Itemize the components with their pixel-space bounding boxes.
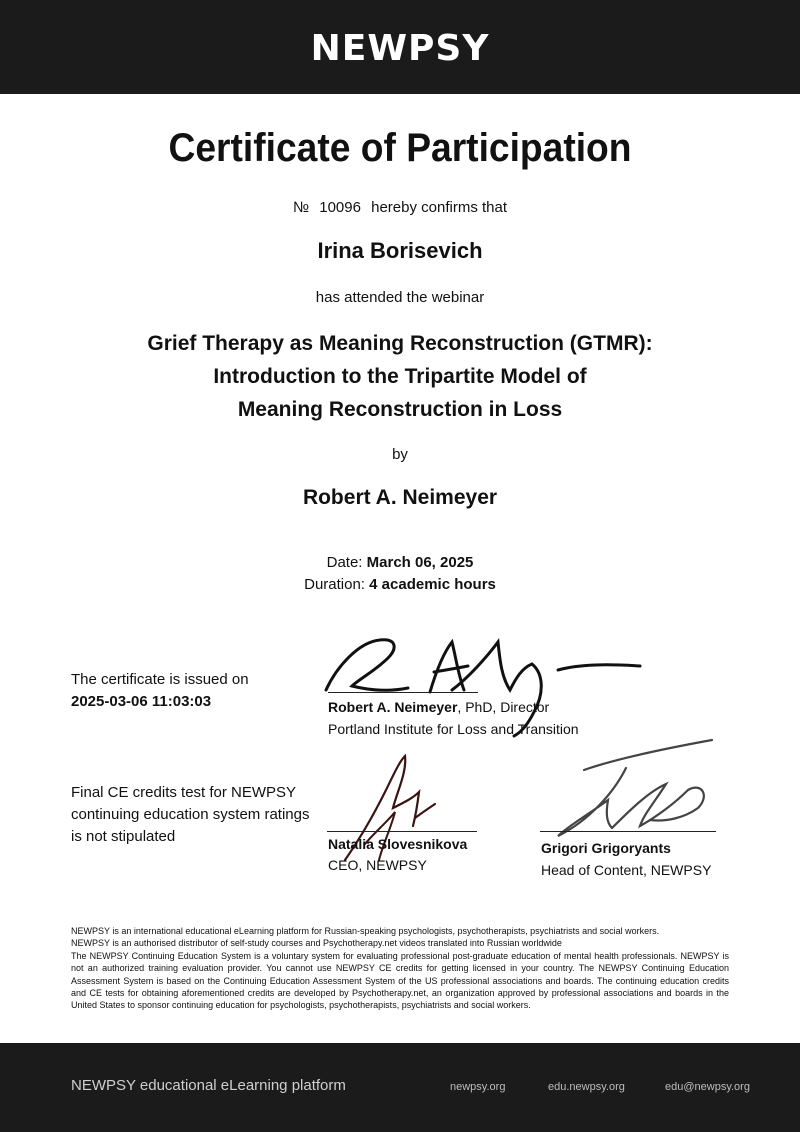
by-text: by (392, 446, 408, 463)
date-value: March 06, 2025 (366, 554, 474, 571)
fineprint-paragraph: The NEWPSY Continuing Education System is a voluntary system for evaluating professional post-graduate education of mental health professionals. NEWPSY is not an authorized training evaluation provider. You cannot use NEWPSY CE credits for getting licensed in your country. The NEWPSY Continuing Education Assessment System is based on the Continuing Education Assessment System of the US professional associations and boards. The continuing education credits and CE tests for obtaining aforementioned credits are developed by Psychotherapy.net, an organization approved by professional associations and boards in the United States to sponsor continuing education for psychologists, psychotherapists, psychiatrists and social workers. (71, 950, 729, 1011)
footer-link-edu[interactable]: edu.newpsy.org (548, 1081, 625, 1093)
date-line (0, 554, 800, 571)
signatory-credentials: , PhD, Director (457, 699, 550, 715)
certificate-title: Certificate of Participation (168, 126, 632, 170)
footer-band (0, 1043, 800, 1132)
certificate-number-line (0, 199, 800, 216)
issued-label: The certificate is issued on (71, 671, 249, 688)
number-prefix: № (292, 199, 310, 216)
duration-label: Duration: (304, 576, 365, 593)
attended-text: has attended the webinar (315, 289, 485, 306)
webinar-title-line: Grief Therapy as Meaning Reconstruction (GTMR): (147, 332, 653, 355)
footer-link-email[interactable]: edu@newpsy.org (665, 1081, 750, 1093)
issued-block (71, 669, 249, 713)
certificate-number: 10096 (319, 199, 361, 216)
signatory-neimeyer-name (328, 699, 549, 715)
fineprint-paragraph: NEWPSY is an authorised distributor of self-study courses and Psychotherapy.net videos translated into Russian worldwide (71, 938, 562, 949)
footer-title: NEWPSY educational eLearning platform (71, 1077, 346, 1094)
signatory-grigoryants-name: Grigori Grigoryants (541, 840, 671, 856)
fineprint-disclaimer (71, 925, 729, 1012)
fineprint-paragraph: NEWPSY is an international educational eLearning platform for Russian-speaking psychologists, psychotherapists, psychiatrists and social workers. (71, 926, 660, 936)
signatory-grigoryants-role: Head of Content, NEWPSY (541, 862, 712, 878)
signature-line (540, 831, 716, 832)
signatory-name-bold: Robert A. Neimeyer (328, 699, 458, 715)
signatory-neimeyer-role: Portland Institute for Loss and Transition (328, 721, 579, 737)
signatory-slovesnikova-role: CEO, NEWPSY (328, 857, 427, 873)
webinar-title-line: Meaning Reconstruction in Loss (237, 398, 563, 421)
signature-line (328, 692, 478, 693)
header-band (0, 0, 800, 94)
confirms-text: hereby confirms that (371, 199, 508, 216)
ce-note-line: continuing education system ratings (71, 806, 310, 823)
issued-datetime: 2025-03-06 11:03:03 (71, 693, 212, 710)
newpsy-logo: NEWPSY (310, 28, 490, 69)
author-name: Robert A. Neimeyer (302, 486, 498, 509)
duration-value: 4 academic hours (369, 576, 496, 593)
ce-note (71, 782, 321, 848)
signature-line (327, 831, 477, 832)
duration-line (0, 576, 800, 593)
date-label: Date: (326, 554, 363, 571)
webinar-title-line: Introduction to the Tripartite Model of (213, 365, 587, 388)
ce-note-line: Final CE credits test for NEWPSY (71, 784, 297, 801)
signature-grigoryants (548, 736, 718, 846)
ce-note-line: is not stipulated (71, 828, 176, 845)
webinar-title (0, 327, 800, 426)
participant-name: Irina Borisevich (317, 238, 483, 263)
footer-link-site[interactable]: newpsy.org (450, 1081, 506, 1093)
signatory-slovesnikova-name: Natalia Slovesnikova (328, 836, 468, 852)
